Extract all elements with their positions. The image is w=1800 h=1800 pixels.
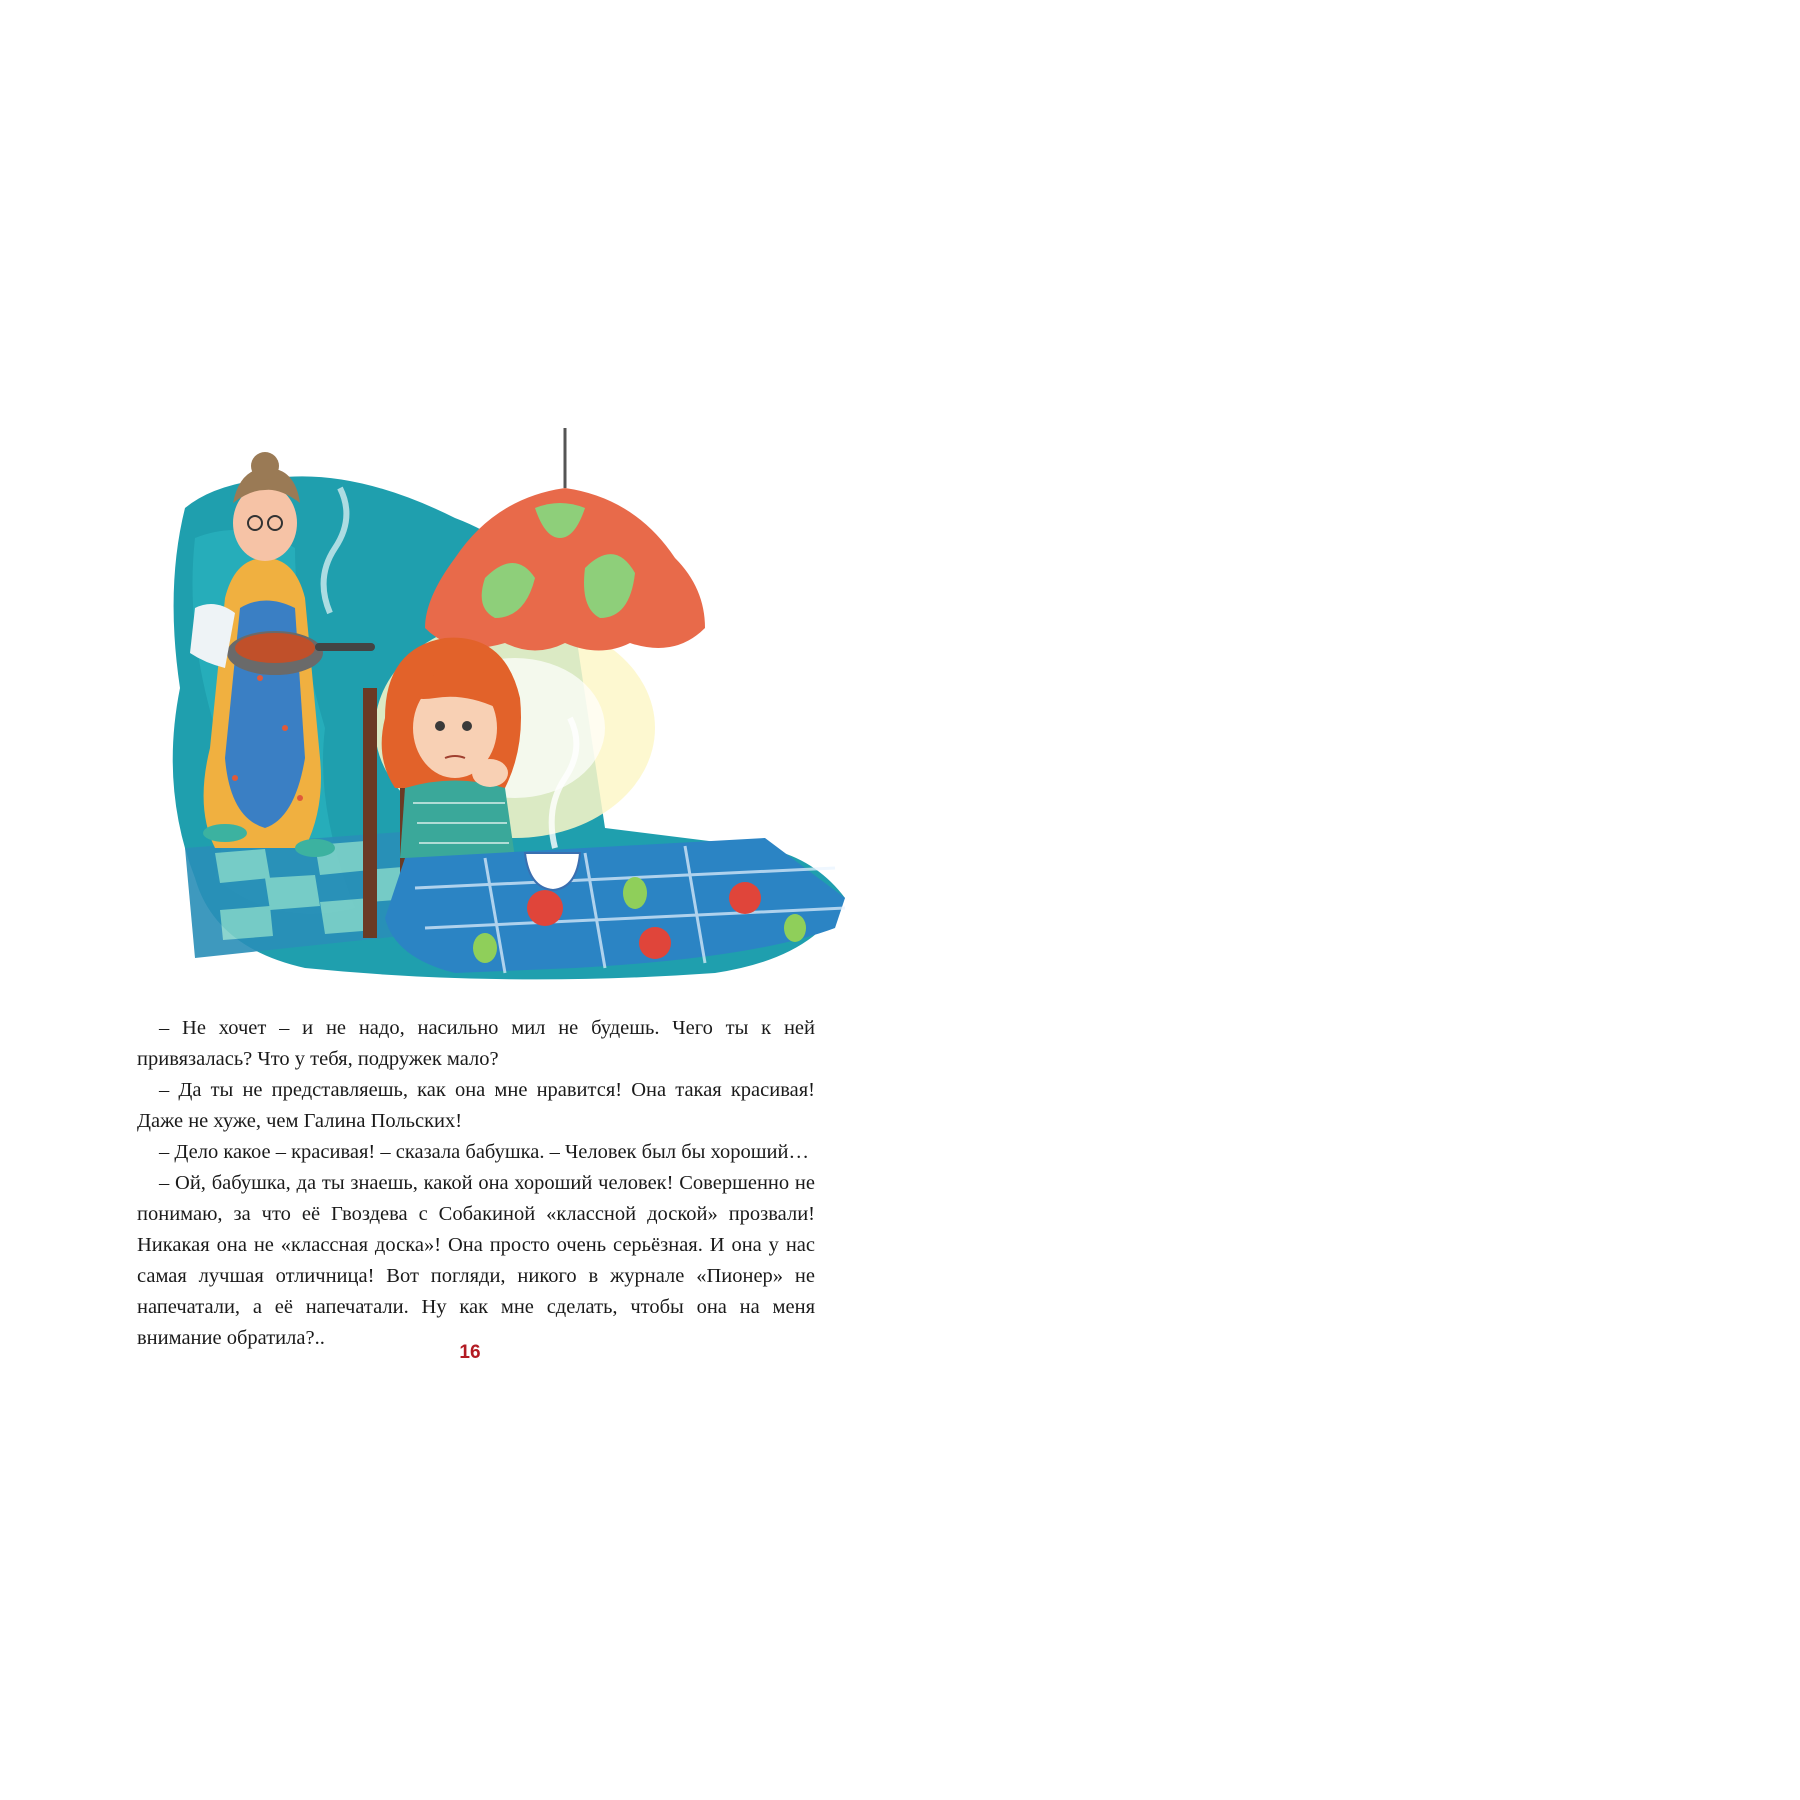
paragraph: – Не хочет – и не надо, насильно мил не будешь. Чего ты к ней привязалась? Что у тебя, подружек мало?: [137, 1017, 815, 1070]
right-page: [900, 0, 1800, 1800]
paragraph: – Ой, бабушка, да ты знаешь, какой она хороший человек! Совершенно не понимаю, за что её Гвоздева с Собакиной «классной доской» прозвали! Никакая она не «классная доска»! Она просто очень серьёзная. И она у нас самая лучшая отличница! Вот погляди, никого в журнале «Пионер» не напечатали, а её напечатали. Ну как мне сделать, чтобы она на меня внимание обратила?..: [137, 1172, 815, 1349]
left-page-text: [137, 1013, 815, 1354]
illustration-image: [155, 428, 855, 988]
paragraph: – Дело какое – красивая! – сказала бабушка. – Человек был бы хороший…: [159, 1141, 809, 1163]
page-number-left: 16: [459, 1342, 481, 1363]
kitchen-illustration: [155, 428, 855, 988]
girl-figure: [382, 638, 521, 858]
paragraph: – Да ты не представляешь, как она мне нравится! Она такая красивая! Даже не хуже, чем Галина Польских!: [137, 1079, 815, 1132]
